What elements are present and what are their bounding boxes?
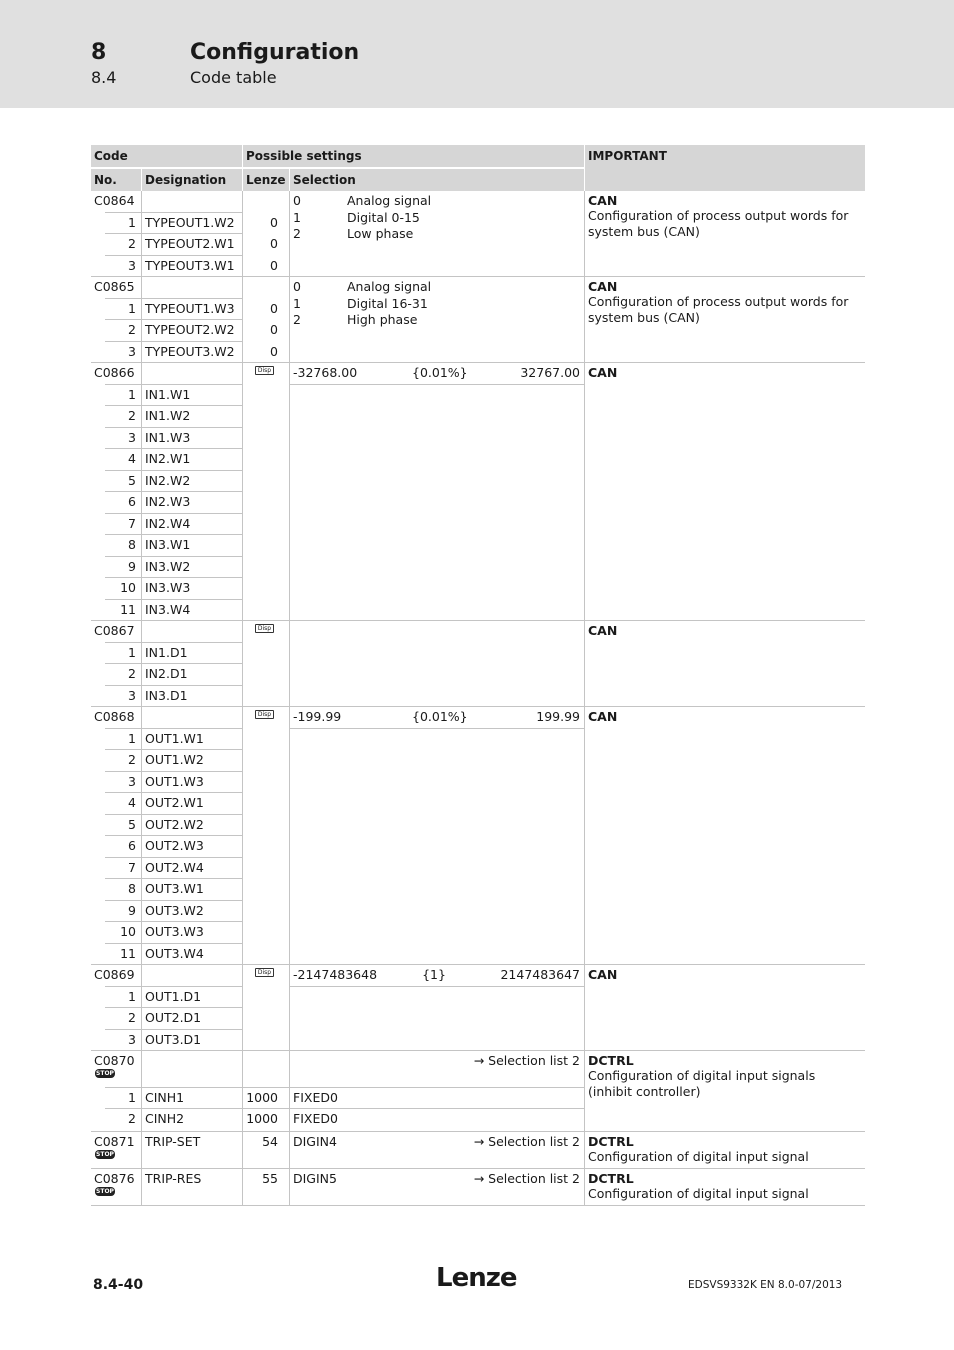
subcode-number: 3 <box>128 1031 136 1047</box>
lenze-value: 54 <box>262 1134 278 1149</box>
col-divider <box>242 363 243 621</box>
col-divider <box>141 191 142 277</box>
subcode-number: 4 <box>128 795 136 810</box>
code-cell: C0871 <box>94 1134 135 1149</box>
subcode-number: 3 <box>128 429 136 445</box>
col-divider <box>289 1132 290 1169</box>
important-text: Configuration of digital input signal <box>588 1149 809 1164</box>
col-divider <box>242 707 243 965</box>
stop-icon: STOP <box>96 1188 114 1195</box>
row-divider <box>105 448 242 449</box>
col-divider <box>289 277 290 363</box>
col-divider <box>584 707 585 965</box>
section-title: Code table <box>190 68 277 87</box>
important-text: Configuration of digital input signals (inhibit controller) <box>588 1068 816 1099</box>
row-divider <box>105 491 242 492</box>
col-divider <box>141 621 142 707</box>
col-divider <box>289 621 290 707</box>
range-step: {1} <box>422 967 446 982</box>
col-divider <box>584 1169 585 1206</box>
document-id: EDSVS9332K EN 8.0-07/2013 <box>688 1279 843 1291</box>
selection-text: Digital 0-15 <box>347 209 420 225</box>
subcode-number: 2 <box>128 752 136 767</box>
selection-code: 0 <box>293 193 301 208</box>
selection-value: FIXED0 <box>293 1089 338 1105</box>
lenze-value: 0 <box>270 300 278 316</box>
subcode-designation: TYPEOUT1.W3 <box>145 300 235 316</box>
range-min: -199.99 <box>293 709 342 724</box>
subcode-designation: OUT1.W2 <box>145 752 204 767</box>
lenze-value: 55 <box>262 1171 278 1186</box>
disp-icon: Disp <box>255 624 274 633</box>
subcode-designation: OUT1.D1 <box>145 988 202 1004</box>
row-divider <box>105 921 242 922</box>
section-number: 8.4 <box>91 68 117 87</box>
col-divider <box>289 1051 290 1132</box>
lenze-value: 1000 <box>246 1111 278 1126</box>
selection-code: 1 <box>293 295 301 311</box>
subcode-designation: OUT3.W2 <box>145 902 204 918</box>
subcode-designation: CINH1 <box>145 1089 185 1105</box>
range-step: {0.01%} <box>412 709 468 724</box>
selection-text: Digital 16-31 <box>347 295 428 311</box>
subcode-designation: TYPEOUT2.W1 <box>145 236 235 251</box>
subcode-designation: IN3.W4 <box>145 601 191 617</box>
subcode-number: 7 <box>128 859 136 875</box>
lenze-value: 0 <box>270 322 278 337</box>
row-divider <box>290 986 584 987</box>
subcode-designation: IN1.W3 <box>145 429 191 445</box>
row-divider <box>105 255 242 256</box>
important-title: CAN <box>588 967 618 982</box>
designation: TRIP-SET <box>145 1134 201 1149</box>
subcode-number: 5 <box>128 816 136 832</box>
code-cell: C0869 <box>94 967 135 982</box>
col-divider <box>242 965 243 1051</box>
subcode-number: 5 <box>128 472 136 488</box>
row-divider <box>105 556 242 557</box>
subcode-number: 1 <box>128 988 136 1004</box>
col-designation: Designation <box>142 169 242 191</box>
row-divider <box>105 771 242 772</box>
subcode-number: 1 <box>128 300 136 316</box>
subcode-designation: IN1.W1 <box>145 386 191 402</box>
lenze-value: 0 <box>270 257 278 273</box>
subcode-number: 7 <box>128 515 136 531</box>
col-divider <box>289 965 290 1051</box>
subcode-designation: IN2.W3 <box>145 494 191 509</box>
col-divider <box>289 363 290 621</box>
subcode-designation: OUT2.W1 <box>145 795 204 810</box>
stop-icon: STOP <box>96 1151 114 1158</box>
chapter-number: 8 <box>91 40 107 65</box>
subcode-number: 11 <box>120 601 136 617</box>
lenze-logo: Lenze <box>436 1263 517 1293</box>
subcode-designation: IN2.D1 <box>145 666 188 681</box>
selection-text: High phase <box>347 312 418 327</box>
subcode-designation: OUT3.D1 <box>145 1031 202 1047</box>
row-divider <box>105 599 242 600</box>
subcode-number: 11 <box>120 945 136 961</box>
range-step: {0.01%} <box>412 365 468 380</box>
row-divider <box>105 1007 242 1008</box>
subcode-number: 1 <box>128 730 136 746</box>
range-min: -2147483648 <box>293 967 378 982</box>
row-divider <box>105 642 242 643</box>
important-title: CAN <box>588 709 618 724</box>
selection-code: 1 <box>293 209 301 225</box>
selection-text: Low phase <box>347 226 414 241</box>
lenze-value: 1000 <box>246 1089 278 1105</box>
col-selection: Selection <box>290 169 584 191</box>
lenze-value: 0 <box>270 343 278 359</box>
selection-text: Analog signal <box>347 193 432 208</box>
subcode-number: 3 <box>128 343 136 359</box>
subcode-designation: OUT2.W2 <box>145 816 204 832</box>
col-divider <box>242 1051 243 1132</box>
page-header <box>0 0 954 108</box>
subcode-designation: OUT2.W3 <box>145 838 204 853</box>
row-divider <box>105 577 242 578</box>
important-text: Configuration of process output words for system bus (CAN) <box>588 294 849 325</box>
row-divider <box>243 1108 584 1109</box>
col-lenze: Lenze <box>243 169 289 191</box>
row-divider <box>105 1108 242 1109</box>
selection-list-ref: → Selection list 2 <box>473 1134 580 1149</box>
subcode-designation: OUT2.D1 <box>145 1010 202 1025</box>
row-divider <box>105 878 242 879</box>
subcode-designation: TYPEOUT3.W2 <box>145 343 235 359</box>
row-divider <box>105 319 242 320</box>
row-divider <box>105 685 242 686</box>
row-divider <box>105 405 242 406</box>
subcode-number: 9 <box>128 902 136 918</box>
subcode-designation: IN2.W2 <box>145 472 191 488</box>
subcode-number: 2 <box>128 236 136 251</box>
subcode-number: 9 <box>128 558 136 574</box>
col-divider <box>141 1169 142 1206</box>
row-divider <box>105 728 242 729</box>
selection-value: FIXED0 <box>293 1111 338 1126</box>
row-divider <box>290 384 584 385</box>
col-divider <box>242 191 243 277</box>
col-divider <box>584 1132 585 1169</box>
col-divider <box>141 363 142 621</box>
code-cell: C0870 <box>94 1053 135 1068</box>
subcode-number: 2 <box>128 408 136 423</box>
range-max: 32767.00 <box>520 365 580 380</box>
col-divider <box>141 965 142 1051</box>
disp-icon: Disp <box>255 710 274 719</box>
designation: TRIP-RES <box>145 1171 202 1186</box>
col-divider <box>242 1132 243 1169</box>
code-cell: C0867 <box>94 623 135 638</box>
subcode-number: 1 <box>128 1089 136 1105</box>
col-divider <box>584 363 585 621</box>
selection-list-ref: → Selection list 2 <box>473 1053 580 1068</box>
lenze-value: 0 <box>270 214 278 230</box>
col-important: IMPORTANT <box>585 145 865 191</box>
col-divider <box>584 965 585 1051</box>
row-divider <box>105 427 242 428</box>
selection-code: 2 <box>293 226 301 241</box>
selection-code: 2 <box>293 312 301 327</box>
row-divider <box>105 233 242 234</box>
row-divider <box>91 1205 865 1206</box>
subcode-number: 8 <box>128 537 136 552</box>
subcode-designation: OUT3.W1 <box>145 881 204 896</box>
row-divider <box>105 341 242 342</box>
important-title: CAN <box>588 193 618 208</box>
subcode-number: 2 <box>128 1111 136 1126</box>
col-divider <box>242 277 243 363</box>
row-divider <box>105 534 242 535</box>
row-divider <box>105 900 242 901</box>
col-divider <box>584 277 585 363</box>
col-divider <box>584 621 585 707</box>
subcode-number: 2 <box>128 1010 136 1025</box>
col-divider <box>141 1132 142 1169</box>
important-text: Configuration of process output words for system bus (CAN) <box>588 208 849 239</box>
subcode-number: 6 <box>128 838 136 853</box>
subcode-designation: TYPEOUT3.W1 <box>145 257 235 273</box>
subcode-number: 1 <box>128 214 136 230</box>
subcode-number: 1 <box>128 386 136 402</box>
col-divider <box>242 1169 243 1206</box>
subcode-number: 3 <box>128 773 136 789</box>
row-divider <box>105 792 242 793</box>
col-no: No. <box>91 169 141 191</box>
row-divider <box>105 1087 242 1088</box>
col-divider <box>289 191 290 277</box>
row-divider <box>105 943 242 944</box>
subcode-number: 4 <box>128 451 136 466</box>
subcode-designation: IN1.D1 <box>145 644 188 660</box>
col-divider <box>242 621 243 707</box>
subcode-number: 8 <box>128 881 136 896</box>
col-divider <box>141 1051 142 1132</box>
code-cell: C0864 <box>94 193 135 208</box>
selection-list-ref: → Selection list 2 <box>473 1171 580 1186</box>
important-title: CAN <box>588 623 618 638</box>
stop-icon: STOP <box>96 1070 114 1077</box>
subcode-designation: OUT1.W1 <box>145 730 204 746</box>
col-divider <box>141 707 142 965</box>
code-cell: C0876 <box>94 1171 135 1186</box>
col-code: Code <box>91 145 242 167</box>
chapter-title: Configuration <box>190 40 360 65</box>
subcode-designation: OUT2.W4 <box>145 859 204 875</box>
selection-value: DIGIN4 <box>293 1134 337 1149</box>
disp-icon: Disp <box>255 968 274 977</box>
subcode-designation: IN2.W1 <box>145 451 191 466</box>
row-divider <box>105 663 242 664</box>
subcode-designation: IN3.W2 <box>145 558 191 574</box>
subcode-number: 6 <box>128 494 136 509</box>
important-title: CAN <box>588 279 618 294</box>
row-divider <box>290 728 584 729</box>
row-divider <box>243 1087 584 1088</box>
subcode-designation: IN3.D1 <box>145 687 188 703</box>
selection-value: DIGIN5 <box>293 1171 337 1186</box>
subcode-designation: IN2.W4 <box>145 515 191 531</box>
row-divider <box>105 470 242 471</box>
row-divider <box>91 276 865 277</box>
subcode-designation: OUT3.W4 <box>145 945 204 961</box>
row-divider <box>105 212 242 213</box>
code-cell: C0865 <box>94 279 135 294</box>
subcode-number: 3 <box>128 257 136 273</box>
row-divider <box>105 298 242 299</box>
page-number: 8.4-40 <box>93 1277 144 1293</box>
row-divider <box>91 620 865 621</box>
subcode-designation: CINH2 <box>145 1111 185 1126</box>
subcode-designation: IN1.W2 <box>145 408 191 423</box>
lenze-value: 0 <box>270 236 278 251</box>
subcode-designation: TYPEOUT1.W2 <box>145 214 235 230</box>
selection-code: 0 <box>293 279 301 294</box>
row-divider <box>105 513 242 514</box>
subcode-designation: TYPEOUT2.W2 <box>145 322 235 337</box>
subcode-number: 10 <box>120 924 136 939</box>
range-max: 2147483647 <box>500 967 580 982</box>
subcode-designation: OUT1.W3 <box>145 773 204 789</box>
subcode-number: 2 <box>128 666 136 681</box>
range-min: -32768.00 <box>293 365 358 380</box>
important-title: DCTRL <box>588 1053 634 1068</box>
row-divider <box>105 749 242 750</box>
col-divider <box>584 191 585 277</box>
disp-icon: Disp <box>255 366 274 375</box>
subcode-number: 10 <box>120 580 136 595</box>
subcode-designation: OUT3.W3 <box>145 924 204 939</box>
col-divider <box>289 1169 290 1206</box>
col-possible-settings: Possible settings <box>243 145 584 167</box>
row-divider <box>105 814 242 815</box>
important-title: DCTRL <box>588 1134 634 1149</box>
subcode-designation: IN3.W1 <box>145 537 191 552</box>
row-divider <box>105 1029 242 1030</box>
code-cell: C0868 <box>94 709 135 724</box>
subcode-designation: IN3.W3 <box>145 580 191 595</box>
important-title: CAN <box>588 365 618 380</box>
important-title: DCTRL <box>588 1171 634 1186</box>
subcode-number: 2 <box>128 322 136 337</box>
row-divider <box>105 384 242 385</box>
important-text: Configuration of digital input signal <box>588 1186 809 1201</box>
row-divider <box>105 835 242 836</box>
row-divider <box>105 857 242 858</box>
subcode-number: 3 <box>128 687 136 703</box>
row-divider <box>105 986 242 987</box>
range-max: 199.99 <box>536 709 580 724</box>
col-divider <box>289 707 290 965</box>
col-divider <box>141 277 142 363</box>
col-divider <box>584 1051 585 1132</box>
subcode-number: 1 <box>128 644 136 660</box>
code-cell: C0866 <box>94 365 135 380</box>
selection-text: Analog signal <box>347 279 432 294</box>
